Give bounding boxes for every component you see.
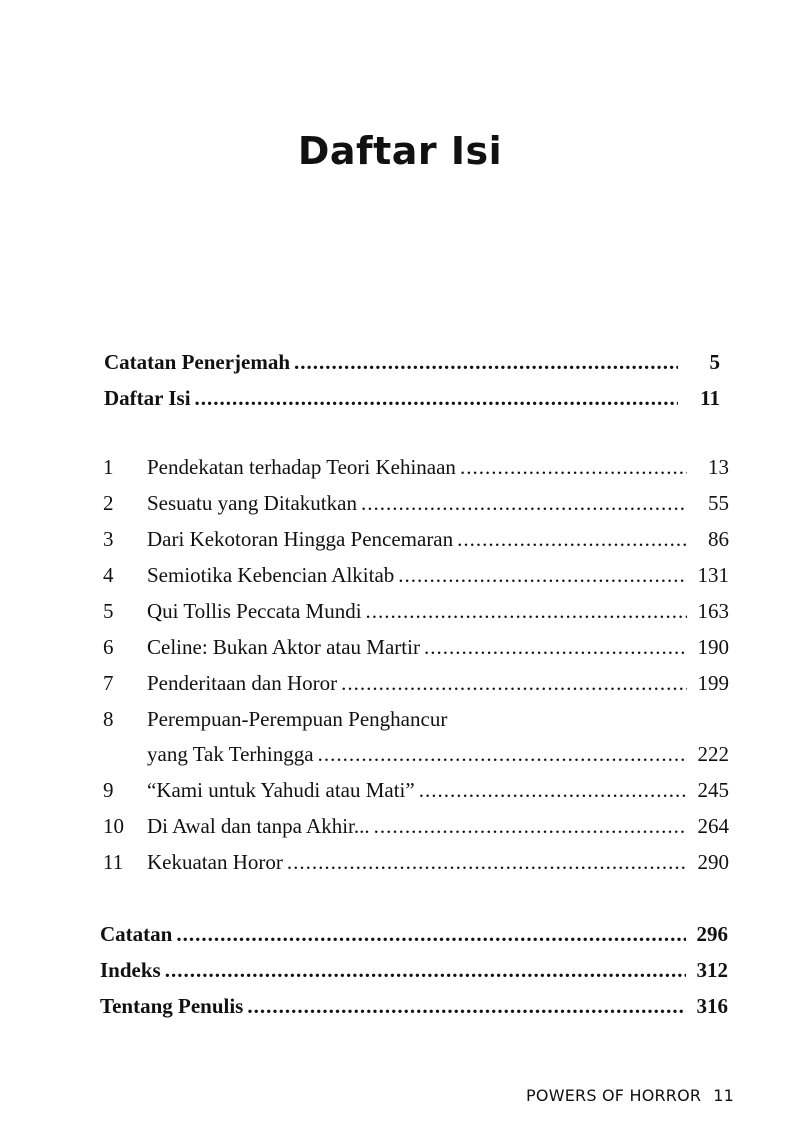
dot-leader [374,814,687,839]
chapter-title: “Kami untuk Yahudi atau Mati” [147,778,415,802]
chapter-title: Dari Kekotoran Hingga Pencemaran [147,527,454,551]
toc-page-number: 13 [708,455,729,479]
toc-page-number: 245 [697,778,729,802]
chapter-number: 4 [103,563,114,587]
chapter-number: 10 [103,814,124,838]
toc-chapter-5[interactable] [103,599,729,633]
toc-chapter-6[interactable] [103,635,729,669]
dot-leader [419,778,687,803]
toc-page-number: 264 [697,814,729,838]
toc-entry-about-author[interactable] [100,994,728,1028]
toc-page-number: 222 [697,742,729,766]
toc-page-number: 312 [696,958,728,982]
toc-page-number: 163 [697,599,729,623]
toc-page-number: 296 [696,922,728,946]
toc-entry-label: Daftar Isi [104,386,191,410]
chapter-number: 11 [103,850,124,874]
chapter-number: 6 [103,635,114,659]
dot-leader [247,994,686,1019]
toc-entry-table-of-contents[interactable] [104,386,720,420]
toc-page-number: 290 [697,850,729,874]
footer-page-number: 11 [713,1086,734,1105]
chapter-title-continued: yang Tak Terhingga [147,742,314,766]
page-title: Daftar Isi [297,129,503,174]
chapter-number: 5 [103,599,114,623]
chapter-number: 2 [103,491,114,515]
chapter-title: Semiotika Kebencian Alkitab [147,563,395,587]
toc-chapter-10[interactable] [103,814,729,848]
toc-chapter-8[interactable] [103,707,729,741]
toc-entry-translator-note[interactable] [104,350,720,384]
toc-entry-label: Catatan Penerjemah [104,350,291,374]
chapter-title: Penderitaan dan Horor [147,671,338,695]
chapter-title: Qui Tollis Peccata Mundi [147,599,362,623]
toc-chapter-9[interactable] [103,778,729,812]
dot-leader [318,742,687,767]
toc-chapter-8-continued[interactable] [103,742,729,776]
chapter-title: Pendekatan terhadap Teori Kehinaan [147,455,456,479]
toc-entry-notes[interactable] [100,922,728,956]
toc-page-number: 55 [708,491,729,515]
toc-chapter-7[interactable] [103,671,729,705]
toc-page-number: 199 [697,671,729,695]
chapter-title: Celine: Bukan Aktor atau Martir [147,635,420,659]
dot-leader [457,527,687,552]
toc-page-number: 190 [697,635,729,659]
toc-entry-index[interactable] [100,958,728,992]
toc-page-number: 5 [709,350,720,374]
toc-chapter-11[interactable] [103,850,729,884]
page-footer [526,1086,734,1105]
chapter-number: 7 [103,671,114,695]
running-head-book-title: POWERS OF HORROR [526,1086,702,1105]
toc-page-number: 11 [700,386,720,410]
dot-leader [398,563,687,588]
chapter-title: Kekuatan Horor [147,850,283,874]
dot-leader [287,850,687,875]
dot-leader [165,958,686,983]
chapter-number: 1 [103,455,114,479]
toc-entry-label: Indeks [100,958,161,982]
chapter-number: 8 [103,707,114,731]
dot-leader [366,599,687,624]
dot-leader [341,671,687,696]
toc-page-number: 86 [708,527,729,551]
toc-entry-label: Tentang Penulis [100,994,244,1018]
toc-page-number: 131 [697,563,729,587]
toc-entry-label: Catatan [100,922,173,946]
toc-chapter-4[interactable] [103,563,729,597]
dot-leader [424,635,687,660]
dot-leader [294,350,678,375]
toc-chapter-2[interactable] [103,491,729,525]
dot-leader [176,922,686,947]
chapter-title: Perempuan-Perempuan Penghancur [147,707,448,731]
chapter-number: 9 [103,778,114,802]
chapter-title: Di Awal dan tanpa Akhir... [147,814,370,838]
dot-leader [361,491,687,516]
toc-page-number: 316 [696,994,728,1018]
chapter-number: 3 [103,527,114,551]
toc-chapter-3[interactable] [103,527,729,561]
toc-chapter-1[interactable] [103,455,729,489]
chapter-title: Sesuatu yang Ditakutkan [147,491,357,515]
dot-leader [195,386,678,411]
dot-leader [460,455,687,480]
